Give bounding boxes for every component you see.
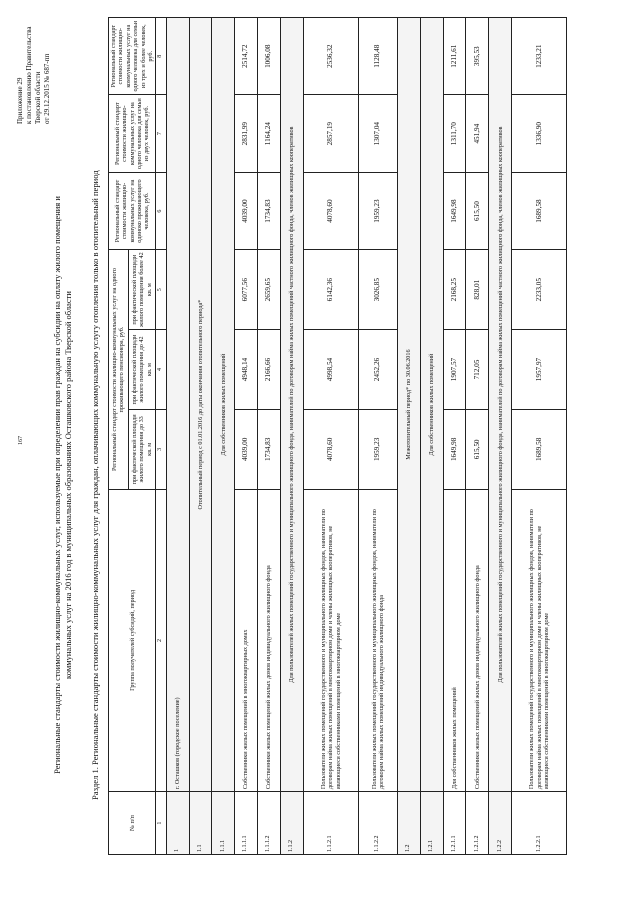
row-code: 1.1.2 <box>280 792 303 855</box>
row-code: 1.1.2.2 <box>359 792 398 855</box>
section-row-label: Для собственников жилых помещений <box>420 18 443 792</box>
standard-value: 6077,56 <box>235 250 258 330</box>
row-code: 1.2.1 <box>420 792 443 855</box>
recipient-group: Пользователи жилых помещений государственного и муниципального жилищных фондов, наниматели по договорам найма жилых помещений в многоквартирном доме и члены жилищных кооперативов, не являющиеся собственниками помещений в многоквартирном доме <box>303 489 358 791</box>
page-number: 167 <box>18 436 24 445</box>
table-row <box>280 18 303 855</box>
header-family-three: Региональный стандарт стоимости жилищно-коммунальных услуг на одного человека для семьи из трех и более человек, руб. <box>109 18 156 95</box>
table-row <box>443 18 466 855</box>
recipient-group: Для собственников жилых помещений <box>443 489 466 791</box>
section-row-label: Межотопительный период* по 30.06.2016 <box>398 18 421 792</box>
standard-value: 828,01 <box>466 250 489 330</box>
column-number: 4 <box>156 330 166 410</box>
standard-value: 615,50 <box>466 409 489 489</box>
row-code: 1.2.1.2 <box>466 792 489 855</box>
section-title: Раздел 1. Региональные стандарты стоимости жилищно-коммунальных услуг для граждан, оплачивающих коммунальную услугу отопления только в отопительный период <box>90 170 100 800</box>
standard-value: 1959,23 <box>359 172 398 249</box>
appendix-line: Приложение 29 <box>16 77 24 124</box>
row-code: 1.1.1.2 <box>258 792 281 855</box>
column-number: 1 <box>156 792 166 855</box>
standard-value: 4078,60 <box>303 172 358 249</box>
standard-value: 1649,98 <box>443 172 466 249</box>
section-row-label: Для собственников жилых помещений <box>212 18 235 792</box>
recipient-group: Собственники жилых помещений жилых домов индивидуального жилищного фонда <box>258 489 281 791</box>
appendix-block <box>16 14 52 124</box>
appendix-line: Тверской области <box>34 71 42 124</box>
recipient-group: Пользователи жилых помещений государственного и муниципального жилищных фондов, наниматели по договорам найма жилых помещений индивидуального жилищного фонда <box>359 489 398 791</box>
standard-value: 1211,61 <box>443 18 466 95</box>
column-number: 2 <box>156 489 166 791</box>
table-row <box>359 18 398 855</box>
appendix-line: к постановлению Правительства <box>25 26 33 124</box>
standard-value: 1307,04 <box>359 95 398 172</box>
row-code: 1.2.2 <box>489 792 512 855</box>
standard-value: 2831,99 <box>235 95 258 172</box>
row-code: 1.1.2.1 <box>303 792 358 855</box>
standard-value: 4948,14 <box>235 330 258 410</box>
standard-value: 1959,23 <box>359 409 398 489</box>
standard-value: 2452,26 <box>359 330 398 410</box>
standard-value: 615,50 <box>466 172 489 249</box>
header-pensioner: Региональный стандарт стоимости жилищно-коммунальных услуг на одного проживающего пенсионера, руб. <box>109 250 129 489</box>
standard-value: 2536,32 <box>303 18 358 95</box>
standard-value: 1336,90 <box>512 95 567 172</box>
column-number: 3 <box>156 409 166 489</box>
table-row <box>489 18 512 855</box>
header-area-42: при фактической площади жилого помещения до 42 кв. м <box>128 330 156 410</box>
column-number: 5 <box>156 250 166 330</box>
standard-value: 4078,60 <box>303 409 358 489</box>
table-row <box>189 18 212 855</box>
table-row <box>466 18 489 855</box>
row-code: 1.1 <box>189 792 212 855</box>
recipient-group: Пользователи жилых помещений государственного и муниципального жилищных фондов, наниматели по договорам найма жилых помещений в многоквартирном доме и члены жилищных кооперативов, не являющиеся собственниками помещений в многоквартирном доме <box>512 489 567 791</box>
standard-value: 2659,65 <box>258 250 281 330</box>
section-row-label: г. Осташков (городское поселение) <box>166 18 189 792</box>
standard-value: 1164,24 <box>258 95 281 172</box>
standard-value: 1734,83 <box>258 172 281 249</box>
standards-table <box>108 17 567 855</box>
column-number: 7 <box>156 95 166 172</box>
table-row <box>420 18 443 855</box>
standard-value: 3026,85 <box>359 250 398 330</box>
standard-value: 1128,48 <box>359 18 398 95</box>
standard-value: 1734,83 <box>258 409 281 489</box>
appendix-line: от 29.12.2015 № 687-пп <box>43 53 51 124</box>
header-area-33: при фактической площади жилого помещения до 33 кв. м <box>128 409 156 489</box>
table-row <box>258 18 281 855</box>
header-single: Региональный стандарт стоимости жилищно-коммунальных услуг на одиноко проживающего человека, руб. <box>109 172 156 249</box>
row-code: 1.2 <box>398 792 421 855</box>
standard-value: 395,53 <box>466 18 489 95</box>
header-number: № п/п <box>109 792 156 855</box>
standard-value: 1649,98 <box>443 409 466 489</box>
standard-value: 2233,05 <box>512 250 567 330</box>
table-row <box>398 18 421 855</box>
standard-value: 6142,36 <box>303 250 358 330</box>
table-row <box>166 18 189 855</box>
standard-value: 2166,66 <box>258 330 281 410</box>
header-area-more-42: при фактической площади жилого помещения более 42 кв. м <box>128 250 156 330</box>
section-row-label: Для пользователей жилых помещений государственного и муниципального жилищного фонда, нанимателей по договорам найма жилых помещений частного жилищного фонда, членов жилищных кооперативов <box>489 18 512 792</box>
standard-value: 1006,08 <box>258 18 281 95</box>
header-group: Группа получателей субсидий, период <box>109 489 156 791</box>
standard-value: 1689,58 <box>512 172 567 249</box>
section-row-label: Для пользователей жилых помещений государственного и муниципального жилищного фонда, нанимателей по договорам найма жилых помещений частного жилищного фонда, членов жилищных кооперативов <box>280 18 303 792</box>
table-row <box>512 18 567 855</box>
table-row <box>235 18 258 855</box>
column-number: 6 <box>156 172 166 249</box>
standard-value: 4039,00 <box>235 172 258 249</box>
standard-value: 712,05 <box>466 330 489 410</box>
table-row <box>303 18 358 855</box>
standard-value: 2857,19 <box>303 95 358 172</box>
standard-value: 1311,70 <box>443 95 466 172</box>
row-code: 1.1.1.1 <box>235 792 258 855</box>
standard-value: 4998,54 <box>303 330 358 410</box>
row-code: 1.1.1 <box>212 792 235 855</box>
header-family-two: Региональный стандарт стоимости жилищно-коммунальных услуг на одного человека для семьи из двух человек, руб. <box>109 95 156 172</box>
standard-value: 2168,25 <box>443 250 466 330</box>
row-code: 1.2.1.1 <box>443 792 466 855</box>
standard-value: 1233,21 <box>512 18 567 95</box>
row-code: 1.2.2.1 <box>512 792 567 855</box>
column-number: 8 <box>156 18 166 95</box>
column-number-row <box>156 18 166 855</box>
standard-value: 1957,97 <box>512 330 567 410</box>
standard-value: 451,94 <box>466 95 489 172</box>
document-title: Региональные стандарты стоимости жилищно-коммунальных услуг, используемые при определении прав граждан на субсидии на оплату жилого помещения и коммунальных услуг на 2016 год в муниципальных образованиях Осташковского района Тверской области <box>52 196 73 774</box>
recipient-group: Собственники жилых помещений жилых домов индивидуального жилищного фонда <box>466 489 489 791</box>
section-row-label: Отопительный период с 01.01.2016 до даты окончания отопительного периода* <box>189 18 212 792</box>
standard-value: 1907,57 <box>443 330 466 410</box>
standard-value: 4039,00 <box>235 409 258 489</box>
row-code: 1 <box>166 792 189 855</box>
recipient-group: Собственники жилых помещений в многоквартирных домах <box>235 489 258 791</box>
standard-value: 1689,58 <box>512 409 567 489</box>
table-row <box>212 18 235 855</box>
standard-value: 2514,72 <box>235 18 258 95</box>
